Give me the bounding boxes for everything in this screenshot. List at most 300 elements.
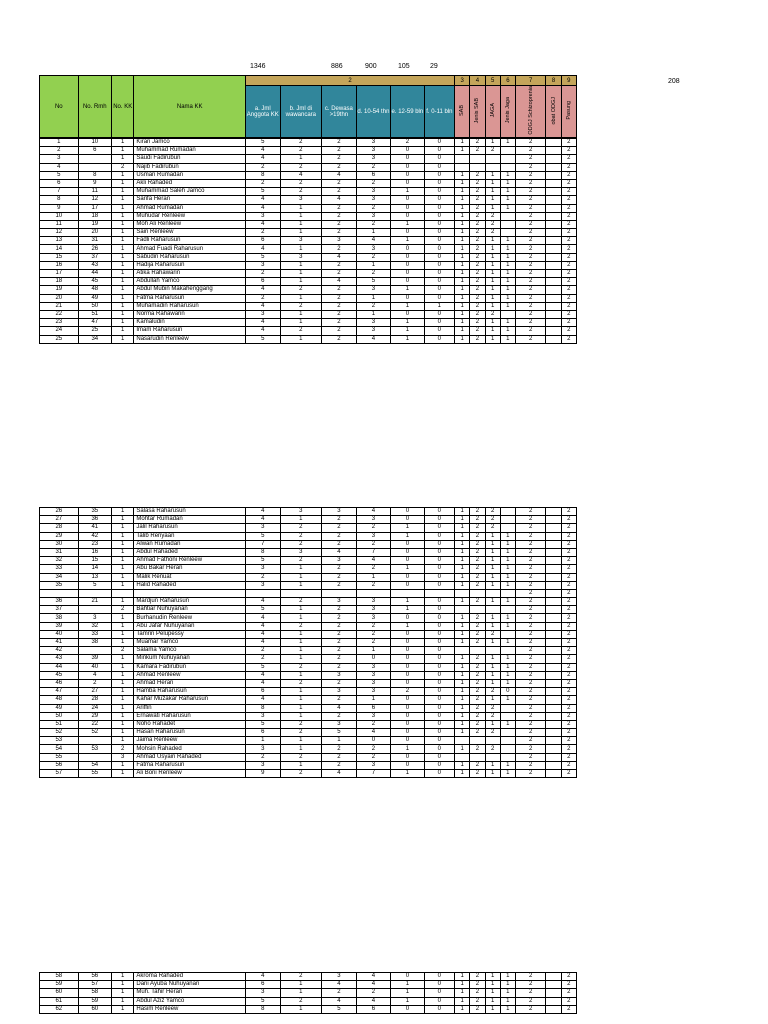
cell-jenis-jaga: 1 <box>500 770 515 778</box>
cell-jenis-sab: 2 <box>470 302 485 310</box>
cell-dewasa: 2 <box>322 696 357 704</box>
cell-kk: 1 <box>112 294 134 302</box>
cell-jaga: 1 <box>485 302 500 310</box>
cell-anggota: 4 <box>246 319 281 327</box>
header-odgj: ODGJ Schizoprenia <box>527 86 534 135</box>
cell-nama: Muh. Tahir Heran <box>134 989 246 997</box>
total-anggota: 1346 <box>250 63 266 70</box>
cell-rmh: 14 <box>78 565 111 573</box>
cell-kk: 1 <box>112 155 134 163</box>
cell-wawancara: 1 <box>280 294 322 302</box>
cell-wawancara: 1 <box>280 704 322 712</box>
cell-kk: 1 <box>112 639 134 647</box>
cell-rmh: 52 <box>78 729 111 737</box>
cell-rmh: 27 <box>78 688 111 696</box>
cell-jenis-jaga: 1 <box>500 294 515 302</box>
cell-0-11: 0 <box>424 204 454 212</box>
cell-no: 54 <box>40 745 79 753</box>
cell-pasung: 2 <box>561 688 576 696</box>
table-row <box>40 188 577 196</box>
cell-jaga: 1 <box>485 196 500 204</box>
cell-dewasa: 2 <box>322 204 357 212</box>
cell-0-11: 0 <box>424 647 454 655</box>
cell-jenis-jaga: 1 <box>500 573 515 581</box>
cell-nama: Norma Rahawarin <box>134 310 246 318</box>
cell-nama: Talib Renyaan <box>134 532 246 540</box>
cell-12-59: 1 <box>391 565 424 573</box>
cell-jaga: 2 <box>485 310 500 318</box>
cell-nama: Dani Ayuba Nuhuyanan <box>134 981 246 989</box>
cell-12-59: 0 <box>391 253 424 261</box>
cell-nama: Ahmad Renleew <box>134 671 246 679</box>
cell-12-59: 0 <box>391 704 424 712</box>
cell-10-54: 3 <box>356 712 391 720</box>
cell-pasung: 2 <box>561 557 576 565</box>
cell-pasung: 2 <box>561 614 576 622</box>
cell-dewasa: 2 <box>322 261 357 269</box>
cell-obat <box>546 294 561 302</box>
cell-nama: Akli Rahaded <box>134 179 246 187</box>
cell-10-54: 3 <box>356 532 391 540</box>
cell-kk: 1 <box>112 245 134 253</box>
header-num-9: 9 <box>561 76 576 86</box>
cell-obat <box>546 704 561 712</box>
cell-no: 48 <box>40 696 79 704</box>
cell-nama: Mardjun Raharusun <box>134 598 246 606</box>
cell-no: 50 <box>40 712 79 720</box>
cell-dewasa: 2 <box>322 294 357 302</box>
cell-no: 25 <box>40 335 79 343</box>
cell-obat <box>546 188 561 196</box>
cell-rmh <box>78 606 111 614</box>
header-group-2: 2 <box>246 76 455 86</box>
cell-pasung: 2 <box>561 606 576 614</box>
cell-10-54: 2 <box>356 163 391 171</box>
cell-rmh <box>78 589 111 597</box>
cell-anggota: 4 <box>246 147 281 155</box>
cell-jaga: 2 <box>485 212 500 220</box>
cell-pasung: 2 <box>561 720 576 728</box>
cell-jaga: 2 <box>485 630 500 638</box>
cell-sab: 1 <box>455 302 470 310</box>
cell-odgj: 2 <box>515 237 545 245</box>
cell-jenis-sab: 2 <box>470 179 485 187</box>
cell-odgj: 2 <box>515 548 545 556</box>
cell-jaga: 1 <box>485 139 500 147</box>
cell-wawancara: 3 <box>280 196 322 204</box>
cell-0-11: 0 <box>424 581 454 589</box>
cell-odgj: 2 <box>515 639 545 647</box>
cell-obat <box>546 679 561 687</box>
cell-dewasa: 3 <box>322 237 357 245</box>
cell-jenis-jaga: 1 <box>500 532 515 540</box>
cell-jaga: 1 <box>485 204 500 212</box>
cell-anggota: 5 <box>246 532 281 540</box>
cell-odgj: 2 <box>515 671 545 679</box>
cell-dewasa: 2 <box>322 139 357 147</box>
cell-jenis-jaga <box>500 647 515 655</box>
cell-no: 51 <box>40 720 79 728</box>
cell-pasung: 2 <box>561 761 576 769</box>
cell-obat <box>546 989 561 997</box>
cell-odgj: 2 <box>515 679 545 687</box>
cell-sab: 1 <box>455 581 470 589</box>
cell-wawancara: 2 <box>280 302 322 310</box>
cell-sab: 1 <box>455 997 470 1005</box>
cell-dewasa: 2 <box>322 761 357 769</box>
cell-odgj: 2 <box>515 647 545 655</box>
cell-10-54: 4 <box>356 237 391 245</box>
cell-jenis-sab <box>470 155 485 163</box>
cell-0-11: 0 <box>424 196 454 204</box>
cell-no: 33 <box>40 565 79 573</box>
table-row <box>40 286 577 294</box>
cell-0-11: 0 <box>424 639 454 647</box>
cell-jenis-sab: 2 <box>470 278 485 286</box>
cell-jenis-sab: 2 <box>470 270 485 278</box>
cell-dewasa: 2 <box>322 179 357 187</box>
cell-no: 11 <box>40 220 79 228</box>
cell-wawancara: 2 <box>280 973 322 981</box>
cell-nama: Muhamadin Raharusun <box>134 302 246 310</box>
cell-no: 49 <box>40 704 79 712</box>
cell-rmh: 36 <box>78 516 111 524</box>
cell-no: 7 <box>40 188 79 196</box>
cell-rmh: 26 <box>78 245 111 253</box>
cell-jenis-jaga <box>500 212 515 220</box>
cell-no: 55 <box>40 753 79 761</box>
cell-kk: 1 <box>112 548 134 556</box>
cell-10-54: 4 <box>356 981 391 989</box>
cell-nama: Fatma Raharusun <box>134 761 246 769</box>
cell-dewasa: 2 <box>322 516 357 524</box>
cell-jaga: 2 <box>485 688 500 696</box>
cell-wawancara: 1 <box>280 204 322 212</box>
cell-dewasa: 2 <box>322 155 357 163</box>
cell-wawancara: 1 <box>280 981 322 989</box>
cell-kk: 1 <box>112 278 134 286</box>
cell-10-54: 1 <box>356 261 391 269</box>
cell-odgj: 2 <box>515 704 545 712</box>
cell-jenis-jaga: 1 <box>500 204 515 212</box>
cell-odgj: 2 <box>515 524 545 532</box>
cell-rmh: 10 <box>78 139 111 147</box>
cell-jaga <box>485 647 500 655</box>
cell-jenis-jaga: 1 <box>500 565 515 573</box>
cell-kk: 1 <box>112 655 134 663</box>
cell-jaga: 1 <box>485 253 500 261</box>
cell-dewasa: 4 <box>322 278 357 286</box>
cell-nama: Tamrin Pelupessy <box>134 630 246 638</box>
cell-jenis-jaga: 1 <box>500 327 515 335</box>
cell-10-54: 1 <box>356 294 391 302</box>
cell-no: 57 <box>40 770 79 778</box>
cell-pasung: 2 <box>561 171 576 179</box>
cell-kk: 1 <box>112 540 134 548</box>
cell-dewasa: 2 <box>322 655 357 663</box>
cell-pasung: 2 <box>561 639 576 647</box>
cell-jenis-sab: 2 <box>470 557 485 565</box>
cell-rmh: 29 <box>78 712 111 720</box>
cell-no: 42 <box>40 647 79 655</box>
table-row <box>40 278 577 286</box>
cell-nama: Muhammad Saleh Jamco <box>134 188 246 196</box>
cell-jaga: 1 <box>485 327 500 335</box>
cell-anggota: 4 <box>246 155 281 163</box>
cell-anggota: 3 <box>246 212 281 220</box>
cell-obat <box>546 212 561 220</box>
cell-sab: 1 <box>455 253 470 261</box>
cell-pasung: 2 <box>561 139 576 147</box>
table-row <box>40 565 577 573</box>
cell-jenis-jaga: 1 <box>500 614 515 622</box>
cell-sab: 1 <box>455 720 470 728</box>
cell-anggota: 3 <box>246 524 281 532</box>
cell-10-54 <box>356 589 391 597</box>
cell-pasung: 2 <box>561 294 576 302</box>
cell-wawancara: 1 <box>280 220 322 228</box>
table-row <box>40 639 577 647</box>
cell-sab: 1 <box>455 237 470 245</box>
cell-0-11: 0 <box>424 655 454 663</box>
cell-anggota: 6 <box>246 237 281 245</box>
cell-sab: 1 <box>455 139 470 147</box>
cell-nama: Hamba Raharusun <box>134 688 246 696</box>
cell-no: 29 <box>40 532 79 540</box>
cell-jenis-jaga: 1 <box>500 548 515 556</box>
cell-nama: Fadli Raharusun <box>134 237 246 245</box>
table-header <box>39 75 577 138</box>
cell-jenis-sab <box>470 753 485 761</box>
cell-obat <box>546 286 561 294</box>
cell-nama: Alwan Rumadan <box>134 540 246 548</box>
cell-pasung: 2 <box>561 278 576 286</box>
cell-kk: 1 <box>112 973 134 981</box>
cell-jenis-jaga: 1 <box>500 581 515 589</box>
cell-odgj: 2 <box>515 573 545 581</box>
cell-jenis-sab: 2 <box>470 598 485 606</box>
cell-kk: 1 <box>112 1005 134 1013</box>
cell-dewasa: 5 <box>322 729 357 737</box>
cell-wawancara: 2 <box>280 540 322 548</box>
cell-odgj: 2 <box>515 614 545 622</box>
cell-odgj: 2 <box>515 770 545 778</box>
cell-jenis-jaga: 1 <box>500 286 515 294</box>
cell-pasung: 2 <box>561 737 576 745</box>
cell-obat <box>546 171 561 179</box>
cell-10-54: 2 <box>356 753 391 761</box>
cell-rmh: 59 <box>78 997 111 1005</box>
cell-jaga: 1 <box>485 565 500 573</box>
cell-kk: 1 <box>112 319 134 327</box>
cell-odgj: 2 <box>515 737 545 745</box>
cell-jaga: 1 <box>485 261 500 269</box>
cell-wawancara: 2 <box>280 557 322 565</box>
cell-jaga: 1 <box>485 532 500 540</box>
cell-obat <box>546 155 561 163</box>
cell-kk: 1 <box>112 516 134 524</box>
table-row <box>40 679 577 687</box>
cell-odgj: 2 <box>515 310 545 318</box>
total-10-54: 900 <box>365 63 377 70</box>
cell-wawancara: 1 <box>280 688 322 696</box>
cell-jaga: 1 <box>485 278 500 286</box>
cell-anggota: 4 <box>246 327 281 335</box>
cell-jenis-sab <box>470 737 485 745</box>
cell-pasung: 2 <box>561 647 576 655</box>
cell-jenis-jaga: 1 <box>500 245 515 253</box>
cell-jaga: 1 <box>485 245 500 253</box>
cell-nama: Imam Raharusun <box>134 327 246 335</box>
cell-jenis-sab: 2 <box>470 294 485 302</box>
cell-jenis-sab: 2 <box>470 548 485 556</box>
cell-kk: 1 <box>112 671 134 679</box>
cell-jaga: 1 <box>485 573 500 581</box>
cell-odgj: 2 <box>515 220 545 228</box>
cell-10-54: 2 <box>356 581 391 589</box>
cell-sab: 1 <box>455 327 470 335</box>
cell-jaga: 1 <box>485 1005 500 1013</box>
cell-kk: 1 <box>112 630 134 638</box>
cell-pasung: 2 <box>561 532 576 540</box>
cell-sab <box>455 753 470 761</box>
cell-nama: Ahmad Fuadi Raharusun <box>134 245 246 253</box>
total-dewasa: 886 <box>331 63 343 70</box>
cell-jenis-jaga: 1 <box>500 622 515 630</box>
cell-odgj: 2 <box>515 335 545 343</box>
cell-nama: Abdul Mubin Makahenggang <box>134 286 246 294</box>
cell-sab <box>455 606 470 614</box>
cell-jenis-jaga: 1 <box>500 237 515 245</box>
cell-12-59: 1 <box>391 745 424 753</box>
cell-jenis-sab: 2 <box>470 565 485 573</box>
cell-obat <box>546 278 561 286</box>
cell-pasung: 2 <box>561 696 576 704</box>
cell-jaga <box>485 606 500 614</box>
cell-sab <box>455 737 470 745</box>
cell-12-59: 1 <box>391 335 424 343</box>
cell-pasung: 2 <box>561 712 576 720</box>
cell-rmh: 51 <box>78 310 111 318</box>
cell-sab <box>455 589 470 597</box>
cell-nama: Ali Boni Renleew <box>134 770 246 778</box>
cell-anggota: 4 <box>246 196 281 204</box>
cell-obat <box>546 139 561 147</box>
cell-jenis-jaga: 1 <box>500 696 515 704</box>
cell-wawancara: 1 <box>280 155 322 163</box>
cell-pasung: 2 <box>561 335 576 343</box>
cell-obat <box>546 179 561 187</box>
table-row <box>40 508 577 516</box>
cell-anggota: 2 <box>246 655 281 663</box>
cell-anggota: 2 <box>246 647 281 655</box>
cell-sab: 1 <box>455 679 470 687</box>
cell-jenis-sab: 2 <box>470 245 485 253</box>
cell-jenis-sab: 2 <box>470 204 485 212</box>
cell-nama: Saudi Fadirubun <box>134 155 246 163</box>
cell-12-59: 0 <box>391 573 424 581</box>
table-row <box>40 589 577 597</box>
cell-odgj: 2 <box>515 327 545 335</box>
cell-sab: 1 <box>455 598 470 606</box>
cell-odgj: 2 <box>515 171 545 179</box>
cell-12-59: 1 <box>391 989 424 997</box>
cell-pasung: 2 <box>561 179 576 187</box>
cell-obat <box>546 720 561 728</box>
header-e: e. 12-59 bln <box>391 86 424 138</box>
header-num-5: 5 <box>485 76 500 86</box>
cell-rmh: 16 <box>78 548 111 556</box>
cell-kk: 1 <box>112 237 134 245</box>
cell-pasung: 2 <box>561 327 576 335</box>
cell-pasung: 2 <box>561 573 576 581</box>
cell-0-11: 0 <box>424 327 454 335</box>
cell-wawancara: 1 <box>280 639 322 647</box>
cell-no: 40 <box>40 630 79 638</box>
cell-no: 23 <box>40 319 79 327</box>
cell-jenis-sab: 2 <box>470 712 485 720</box>
cell-10-54: 3 <box>356 688 391 696</box>
cell-anggota: 5 <box>246 335 281 343</box>
cell-dewasa: 3 <box>322 508 357 516</box>
cell-obat <box>546 745 561 753</box>
cell-anggota: 5 <box>246 663 281 671</box>
cell-wawancara: 3 <box>280 548 322 556</box>
cell-jaga: 1 <box>485 679 500 687</box>
cell-sab: 1 <box>455 622 470 630</box>
cell-anggota: 1 <box>246 737 281 745</box>
cell-obat <box>546 147 561 155</box>
cell-jenis-sab: 2 <box>470 196 485 204</box>
cell-odgj: 2 <box>515 720 545 728</box>
cell-rmh: 44 <box>78 270 111 278</box>
cell-jenis-jaga <box>500 745 515 753</box>
table-row <box>40 606 577 614</box>
cell-12-59: 0 <box>391 155 424 163</box>
cell-jenis-jaga <box>500 737 515 745</box>
table-row <box>40 973 577 981</box>
cell-0-11: 0 <box>424 524 454 532</box>
cell-dewasa: 4 <box>322 171 357 179</box>
cell-dewasa: 2 <box>322 753 357 761</box>
cell-no: 9 <box>40 204 79 212</box>
cell-rmh: 50 <box>78 302 111 310</box>
cell-rmh: 57 <box>78 981 111 989</box>
cell-jaga: 1 <box>485 655 500 663</box>
cell-0-11: 0 <box>424 516 454 524</box>
cell-jenis-jaga: 1 <box>500 302 515 310</box>
cell-no: 62 <box>40 1005 79 1013</box>
cell-jaga: 1 <box>485 997 500 1005</box>
cell-wawancara: 2 <box>280 179 322 187</box>
cell-rmh: 48 <box>78 286 111 294</box>
cell-obat <box>546 589 561 597</box>
table-row <box>40 761 577 769</box>
cell-wawancara: 2 <box>280 147 322 155</box>
cell-no: 39 <box>40 622 79 630</box>
cell-12-59: 1 <box>391 220 424 228</box>
cell-dewasa: 3 <box>322 671 357 679</box>
cell-12-59: 0 <box>391 229 424 237</box>
table-row <box>40 981 577 989</box>
cell-obat <box>546 540 561 548</box>
cell-jenis-jaga: 1 <box>500 270 515 278</box>
cell-wawancara: 2 <box>280 753 322 761</box>
cell-kk: 1 <box>112 679 134 687</box>
cell-rmh: 43 <box>78 261 111 269</box>
cell-sab <box>455 647 470 655</box>
cell-no: 8 <box>40 196 79 204</box>
